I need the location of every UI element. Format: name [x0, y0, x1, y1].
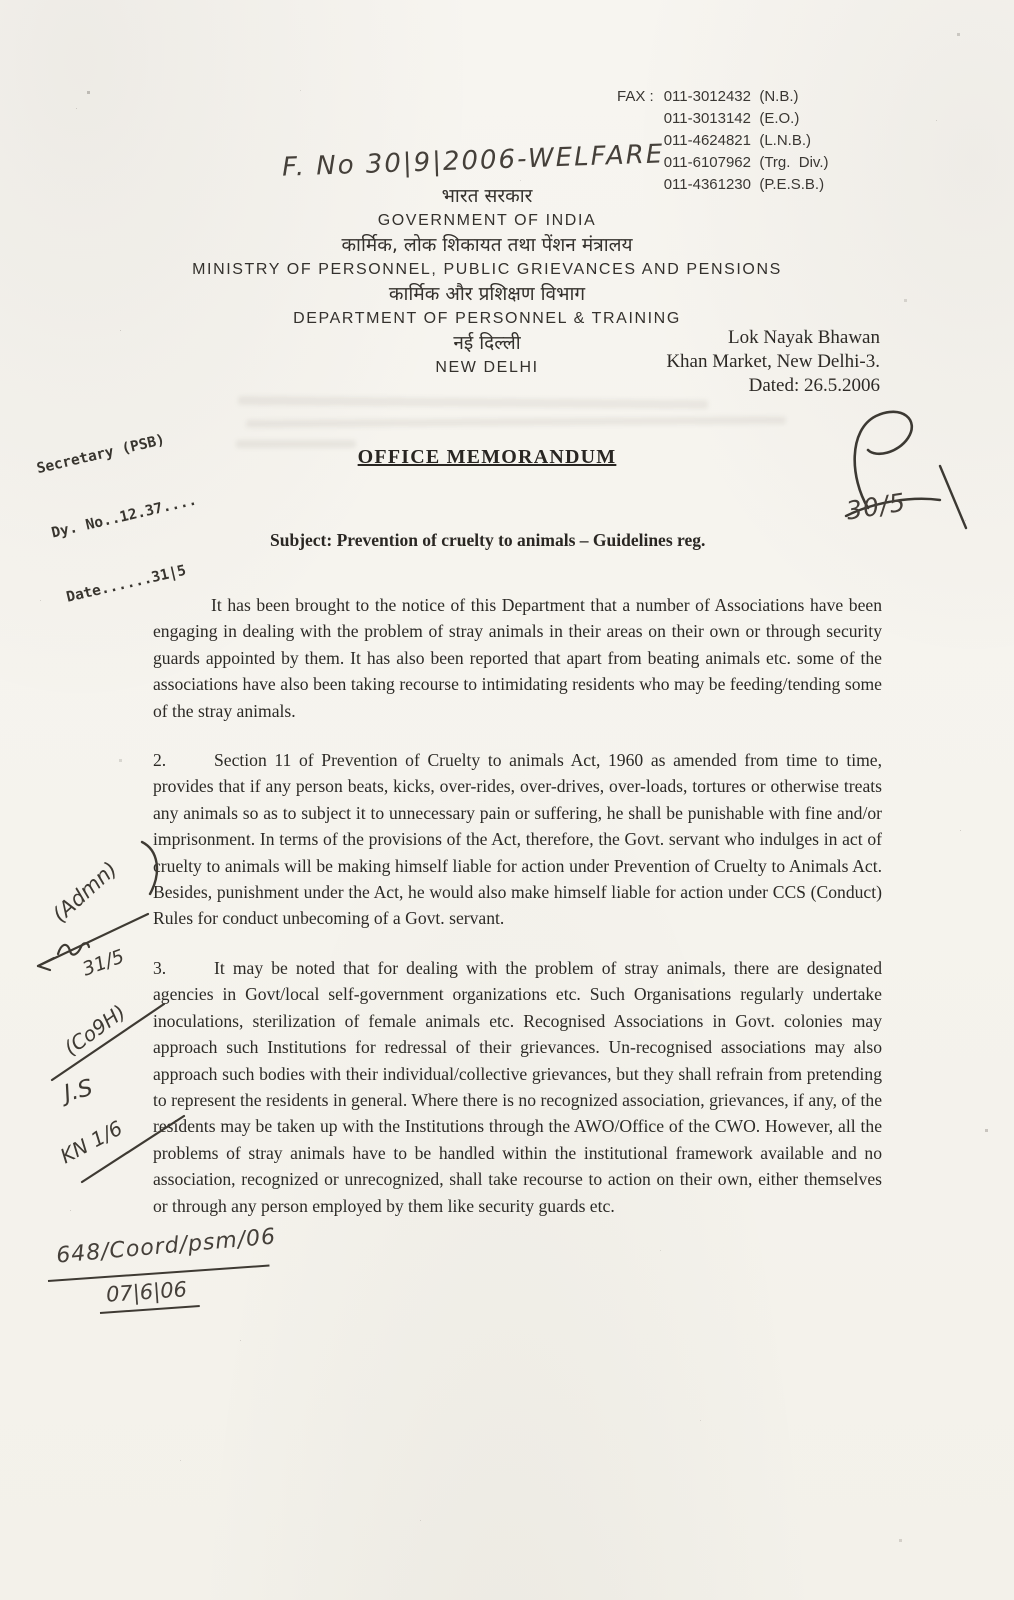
fax-label: FAX :	[617, 88, 654, 105]
scan-noise	[0, 0, 1, 1]
handwritten-file-number: F. No 30|9|2006-WELFARE	[281, 139, 665, 183]
signature-date: 30/5	[844, 487, 909, 526]
letterhead-hindi-city: नई दिल्ली	[453, 332, 521, 354]
paragraph-number: 3.	[153, 957, 167, 978]
fax-line: 011-3012432 (N.B.)	[663, 88, 799, 105]
fax-line: 011-6107962 (Trg. Div.)	[663, 154, 829, 171]
letterhead-hindi-government: भारत सरकार	[441, 185, 533, 207]
address-block	[666, 326, 880, 398]
dated-line: Dated: 26.5.2006	[748, 375, 880, 396]
letterhead-hindi-department: कार्मिक और प्रशिक्षण विभाग	[388, 283, 586, 305]
memo-body	[153, 592, 882, 1242]
diary-reference-note	[48, 1224, 308, 1338]
letterhead-hindi-ministry: कार्मिक, लोक शिकायत तथा पेंशन मंत्रालय	[341, 234, 633, 256]
fax-number-list	[664, 86, 829, 196]
address-line: Lok Nayak Bhawan	[728, 327, 880, 348]
stamp-line: Dy. No..12.37....	[50, 492, 199, 542]
signature-mark	[828, 404, 988, 534]
paragraph-2	[153, 747, 882, 932]
fax-line: 011-4624821 (L.N.B.)	[663, 132, 811, 149]
paragraph-1: It has been brought to the notice of this Department that a number of Associations have been engaging in dealing with the problem of stray animals in their areas on their own or through security guards appointed by them. It has also been reported that apart from beating animals etc. some of the associations have also been taking recourse to intimidating residents who may be feeding/tending some of the stray animals.	[153, 595, 882, 721]
fax-line: 011-3013142 (E.O.)	[663, 110, 800, 127]
pencil-smudge	[246, 416, 786, 428]
pencil-smudge	[238, 396, 708, 409]
fax-line: 011-4361230 (P.E.S.B.)	[663, 176, 825, 193]
paragraph-text: Section 11 of Prevention of Cruelty to animals Act, 1960 as amended from time to time, provides that if any person beats, kicks, over-rides, over-drives, over-loads, tortures or otherwise treats any animals so as to subject it to unnecessary pain or suffering, he shall be punishable with fine and/or imprisonment. In terms of the provisions of the Act, therefore, the Govt. servant who indulges in act of cruelty to animals will be making himself liable for action under Prevention of Cruelty to Animals Act. Besides, punishment under the Act, he would also make himself liable for action under CCS (Conduct) Rules for conduct unbecoming of a Govt. servant.	[153, 750, 882, 929]
pen-underline	[100, 1305, 200, 1314]
margin-pen-strokes	[28, 828, 238, 1218]
letterhead-department: DEPARTMENT OF PERSONNEL & TRAINING	[293, 310, 681, 327]
address-line: Khan Market, New Delhi-3.	[666, 351, 880, 372]
diary-reference-date: 07|6|06	[105, 1277, 188, 1307]
stamp-line: Secretary (PSB)	[35, 432, 167, 478]
margin-note-js-initials: J.S	[61, 1074, 96, 1108]
stamp-line: Date......31|5	[64, 562, 188, 606]
margin-note-kn-initials: KN 1/6	[56, 1115, 127, 1169]
paragraph-number: 2.	[153, 750, 167, 771]
paragraph-text: It may be noted that for dealing with the problem of stray animals, there are designated agencies in Govt/local self-government organizations etc. Such Organisations regularly undertake inoculations, sterilization of female animals etc. Recognised Associations in Govt. colonies may approach such Institutions for redressal of their grievances. Un-recognised associations may also approach such bodies with their individual/collective grievances, but they shall refrain from pretending to represent the residents in general. Where there is no recognized association, grievances, if any, of the residents may be taken up with the Institutions through the AWO/Office of the CWO. However, all the problems of stray animals have to be handled within the institutional framework available and no association, recognized or unrecognized, shall take recourse to action on their own, either themselves or through any person employed by them like security guards etc.	[153, 957, 882, 1216]
letterhead-ministry: MINISTRY OF PERSONNEL, PUBLIC GRIEVANCES AND PENSIONS	[192, 261, 782, 278]
paragraph-3	[153, 955, 882, 1219]
diary-reference-number: 648/Coord/psm/06	[55, 1224, 278, 1269]
margin-note-section: (Co9H)	[59, 999, 130, 1061]
subject-line: Subject: Prevention of cruelty to animals – Guidelines reg.	[270, 530, 706, 550]
letterhead-city: NEW DELHI	[435, 359, 539, 376]
memo-title: OFFICE MEMORANDUM	[357, 446, 617, 468]
margin-note-date-31-5: 31/5	[79, 945, 128, 981]
letterhead-government: GOVERNMENT OF INDIA	[377, 212, 597, 229]
margin-note-admn: (Admn)	[47, 857, 122, 927]
